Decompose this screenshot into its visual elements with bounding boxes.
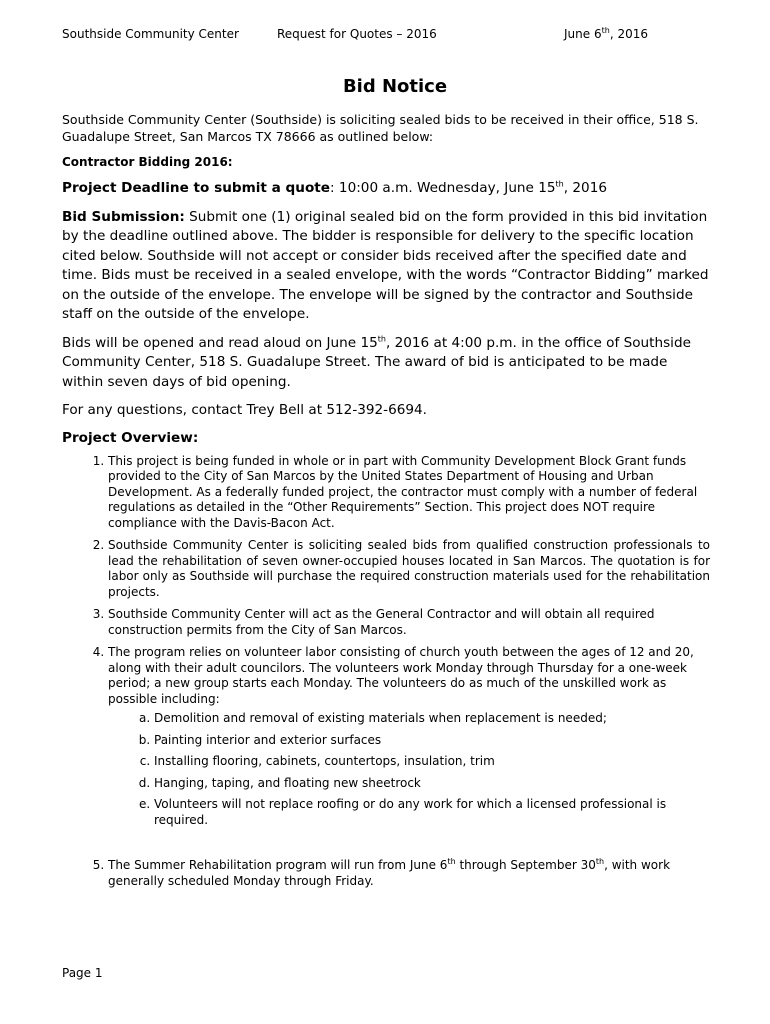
deadline-sup: th [555, 179, 564, 189]
opening-sup: th [377, 333, 386, 343]
document-body [62, 76, 710, 896]
submission-text: Submit one (1) original sealed bid on the form provided in this bid invitation by the deadline outlined above. The bidder is responsible for delivery to the specific location cited below. Southside will not accept or consider bids received after the specified date and time. Bids must be received in a sealed envelope, with the words “Contractor Bidding” marked on the outside of the envelope. The envelope will be signed by the contractor and Southside staff on the outside of the envelope. [62, 208, 709, 322]
sub-list-item: e. Volunteers will not replace roofing or do any work for which a licensed professional is required. [154, 797, 710, 828]
list-item: 3. Southside Community Center will act as the General Contractor and will obtain all required construction permits from the City of San Marcos. [108, 607, 710, 638]
header-organization: Southside Community Center [62, 27, 239, 41]
contractor-bidding-heading: Contractor Bidding 2016: [62, 155, 233, 169]
intro-paragraph: Southside Community Center (Southside) is soliciting sealed bids to be received in their office, 518 S. Guadalupe Street, San Marcos TX 78666 as outlined below: [62, 112, 699, 144]
overview-list [62, 454, 710, 890]
submission-label: Bid Submission: [62, 208, 185, 225]
page-header [62, 27, 662, 45]
deadline-label: Project Deadline to submit a quote [62, 180, 331, 196]
item5-text: The Summer Rehabilitation program will run from June 6 [108, 858, 448, 872]
item5-middle: through September 30 [455, 858, 596, 872]
list-item: 1. This project is being funded in whole or in part with Community Development Block Grant funds provided to the City of San Marcos by the United States Department of Housing and Urban Development. As a federally funded project, the contractor must comply with a number of federal regulations as detailed in the “Other Requirements” Section. This project does NOT require compliance with the Davis-Bacon Act. [108, 454, 710, 532]
deadline-year: , 2016 [563, 180, 607, 196]
deadline-text: : 10:00 a.m. Wednesday, June 15 [330, 180, 556, 196]
header-date-sup: th [601, 26, 610, 35]
sub-list-item: b. Painting interior and exterior surfaces [154, 733, 710, 749]
header-date-text: June 6 [564, 27, 602, 41]
header-date-year: , 2016 [609, 27, 648, 41]
page-number: Page 1 [62, 966, 103, 980]
project-overview-heading: Project Overview: [62, 429, 199, 446]
item5-rest: , with work generally scheduled Monday through Friday. [108, 858, 671, 888]
page-title: Bid Notice [342, 76, 448, 97]
sub-list-item: a. Demolition and removal of existing materials when replacement is needed; [154, 711, 710, 727]
opening-text-rest: , 2016 at 4:00 p.m. in the office of Southside Community Center, 518 S. Guadalupe Street. The award of bid is anticipated to be made within seven days of bid opening. [62, 334, 691, 390]
volunteer-tasks-list [108, 711, 710, 828]
header-document-title: Request for Quotes – 2016 [277, 27, 437, 41]
opening-paragraph [62, 334, 710, 393]
questions-paragraph: For any questions, contact Trey Bell at 512-392-6694. [62, 402, 428, 418]
list-item: 2. Southside Community Center is soliciting sealed bids from qualified construction professionals to lead the rehabilitation of seven owner-occupied houses located in San Marcos. The quotation is for labor only as Southside will purchase the required construction materials used for the rehabilitation projects. [108, 538, 710, 600]
sub-list-item: d. Hanging, taping, and floating new sheetrock [154, 776, 710, 792]
item5-sup-2: th [595, 857, 605, 866]
list-item-text: The program relies on volunteer labor consisting of church youth between the ages of 12 and 20, along with their adult councilors. The volunteers work Monday through Thursday for a one-week period; a new group starts each Monday. The volunteers do as much of the unskilled work as possible including: [108, 645, 694, 706]
sub-list-item: c. Installing flooring, cabinets, countertops, insulation, trim [154, 754, 710, 770]
list-item [108, 645, 710, 828]
list-item [108, 858, 710, 889]
deadline-paragraph [62, 179, 710, 199]
submission-paragraph [62, 208, 710, 325]
header-date [564, 27, 648, 41]
opening-text: Bids will be opened and read aloud on June 15 [62, 334, 378, 351]
item5-sup-1: th [447, 857, 456, 866]
